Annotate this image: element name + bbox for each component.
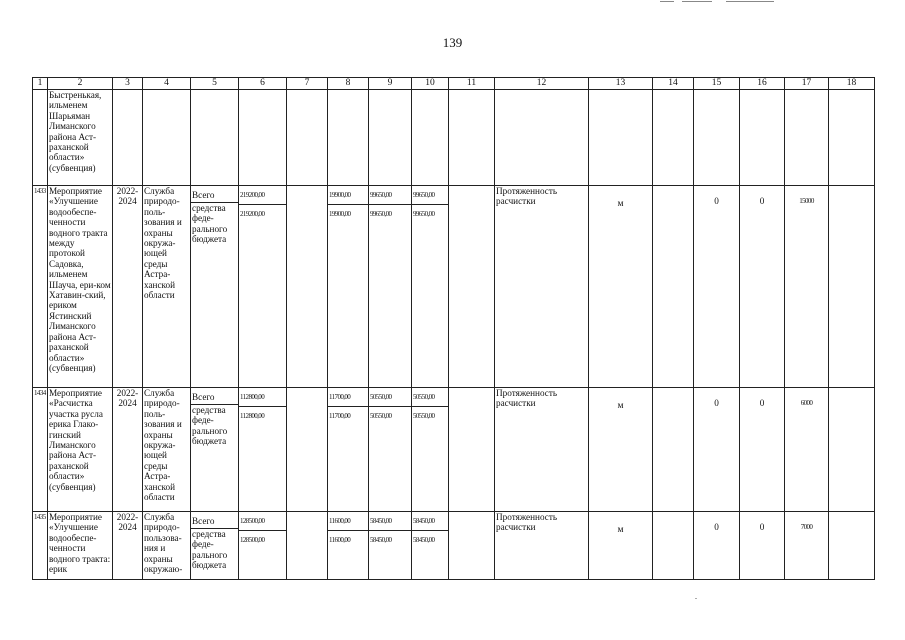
column-number: 6 xyxy=(239,78,287,90)
column-number: 15 xyxy=(694,78,740,90)
period xyxy=(113,90,143,186)
column-number: 8 xyxy=(328,78,369,90)
column-number: 3 xyxy=(113,78,143,90)
column-number: 13 xyxy=(589,78,653,90)
funding-source-total: Всего xyxy=(191,512,238,529)
col6-amount xyxy=(239,512,287,580)
col8-amount xyxy=(328,512,369,580)
activity-name: Мероприятие «Улучшение водообеспе-ченности водного тракта: ерик xyxy=(48,512,113,580)
col17-value: 15000 xyxy=(785,186,829,388)
col15-value xyxy=(694,90,740,186)
col9-amount-federal: 58450,00 xyxy=(370,536,392,544)
funding-source xyxy=(191,186,239,388)
funding-source xyxy=(191,512,239,580)
executor: Служба природо-поль-зования и охраны окружа-ющей среды Астра-ханской области xyxy=(143,388,191,512)
activity-name: Быстренькая, ильменем Шарьяман Лиманского района Аст-раханской области» (субвенция) xyxy=(48,90,113,186)
unit xyxy=(589,90,653,186)
col14 xyxy=(653,388,694,512)
col6-amount-federal: 112800,00 xyxy=(240,412,265,420)
executor: Служба природо-поль-зования и охраны окружа-ющей среды Астра-ханской области xyxy=(143,186,191,388)
unit: м xyxy=(589,512,653,580)
col6-amount-total: 112800,00 xyxy=(239,388,286,407)
col6-amount-total: 219200,00 xyxy=(239,186,286,205)
col9-amount xyxy=(369,90,412,186)
col14 xyxy=(653,512,694,580)
col16-value xyxy=(740,90,785,186)
col7-amount xyxy=(287,512,328,580)
col9-amount-total: 58450,00 xyxy=(369,512,411,531)
funding-source-federal: средства феде-рального бюджета xyxy=(192,529,228,571)
col7-amount xyxy=(287,90,328,186)
activity-name: Мероприятие «Улучшение водообеспе-ченности водного тракта между протокой Садовка, ильменем Шауча, ери-ком Хатавин-ский, ериком Ястинский Лиманского района Аст-раханской области» (субвенция) xyxy=(48,186,113,388)
executor xyxy=(143,90,191,186)
col11-amount xyxy=(449,388,495,512)
col15-value: 0 xyxy=(694,186,740,388)
executor: Служба природо-пользова-ния и охраны окружаю- xyxy=(143,512,191,580)
col8-amount xyxy=(328,388,369,512)
col10-amount xyxy=(412,512,449,580)
column-number: 12 xyxy=(495,78,589,90)
col10-amount-federal: 99650,00 xyxy=(413,210,435,218)
col7-amount xyxy=(287,388,328,512)
period: 2022-2024 xyxy=(113,388,143,512)
col6-amount xyxy=(239,388,287,512)
col18 xyxy=(829,90,875,186)
col11-amount xyxy=(449,186,495,388)
row-id: 1433 xyxy=(33,186,48,388)
indicator-name: Протяженность расчистки xyxy=(495,186,589,388)
column-number: 14 xyxy=(653,78,694,90)
col9-amount-federal: 99650,00 xyxy=(370,210,392,218)
col9-amount xyxy=(369,512,412,580)
col18 xyxy=(829,388,875,512)
col8-amount xyxy=(328,90,369,186)
col15-value: 0 xyxy=(694,512,740,580)
column-number: 10 xyxy=(412,78,449,90)
col17-value: 7000 xyxy=(785,512,829,580)
column-number: 5 xyxy=(191,78,239,90)
col10-amount xyxy=(412,186,449,388)
period: 2022-2024 xyxy=(113,186,143,388)
activity-name: Мероприятие «Расчистка участка русла ерика Глако-гинский Лиманского района Аст-раханской области» (субвенция) xyxy=(48,388,113,512)
col14 xyxy=(653,90,694,186)
column-number: 16 xyxy=(740,78,785,90)
col7-amount xyxy=(287,186,328,388)
column-number: 2 xyxy=(48,78,113,90)
col9-amount xyxy=(369,186,412,388)
column-number: 17 xyxy=(785,78,829,90)
col8-amount-total: 11600,00 xyxy=(328,512,368,531)
col17-value: 6000 xyxy=(785,388,829,512)
funding-source-total: Всего xyxy=(191,186,238,203)
header-decoration xyxy=(660,0,780,4)
program-table xyxy=(32,77,875,580)
funding-source xyxy=(191,90,239,186)
col6-amount xyxy=(239,90,287,186)
column-number: 9 xyxy=(369,78,412,90)
column-number-row xyxy=(33,78,875,90)
page-number: 139 xyxy=(442,35,463,50)
col16-value: 0 xyxy=(740,512,785,580)
funding-source xyxy=(191,388,239,512)
table-row xyxy=(33,90,875,186)
funding-source-total: Всего xyxy=(191,388,238,405)
column-number: 4 xyxy=(143,78,191,90)
col10-amount-federal: 50550,00 xyxy=(413,412,435,420)
col10-amount xyxy=(412,90,449,186)
funding-source-federal: средства феде-рального бюджета xyxy=(192,405,228,447)
column-number: 1 xyxy=(33,78,48,90)
col18 xyxy=(829,186,875,388)
unit: м xyxy=(589,388,653,512)
unit: м xyxy=(589,186,653,388)
col15-value: 0 xyxy=(694,388,740,512)
col6-amount-federal: 219200,00 xyxy=(240,210,265,218)
row-id xyxy=(33,90,48,186)
column-number: 11 xyxy=(449,78,495,90)
col16-value: 0 xyxy=(740,186,785,388)
column-number: 7 xyxy=(287,78,328,90)
col9-amount-total: 50550,00 xyxy=(369,388,411,407)
col9-amount-federal: 50550,00 xyxy=(370,412,392,420)
col18 xyxy=(829,512,875,580)
col8-amount-federal: 11600,00 xyxy=(329,536,351,544)
col16-value: 0 xyxy=(740,388,785,512)
row-id: 1434 xyxy=(33,388,48,512)
col9-amount-total: 99650,00 xyxy=(369,186,411,205)
table-row xyxy=(33,186,875,388)
col8-amount-federal: 11700,00 xyxy=(329,412,351,420)
col10-amount-total: 58450,00 xyxy=(412,512,448,531)
col17-value xyxy=(785,90,829,186)
col8-amount-total: 19900,00 xyxy=(328,186,368,205)
column-number: 18 xyxy=(829,78,875,90)
col9-amount xyxy=(369,388,412,512)
col10-amount-total: 99650,00 xyxy=(412,186,448,205)
col11-amount xyxy=(449,512,495,580)
col6-amount-total: 128500,00 xyxy=(239,512,286,531)
col6-amount xyxy=(239,186,287,388)
col10-amount-federal: 58450,00 xyxy=(413,536,435,544)
col8-amount xyxy=(328,186,369,388)
indicator-name: Протяженность расчистки xyxy=(495,388,589,512)
col14 xyxy=(653,186,694,388)
col6-amount-federal: 128500,00 xyxy=(240,536,265,544)
col10-amount xyxy=(412,388,449,512)
table-row xyxy=(33,512,875,580)
funding-source-federal: средства феде-рального бюджета xyxy=(192,203,228,245)
col8-amount-federal: 19900,00 xyxy=(329,210,351,218)
col10-amount-total: 50550,00 xyxy=(412,388,448,407)
col8-amount-total: 11700,00 xyxy=(328,388,368,407)
row-id: 1435 xyxy=(33,512,48,580)
table-row xyxy=(33,388,875,512)
period: 2022-2024 xyxy=(113,512,143,580)
col11-amount xyxy=(449,90,495,186)
indicator-name: Протяженность расчистки xyxy=(495,512,589,580)
scan-speck xyxy=(695,598,697,599)
indicator-name xyxy=(495,90,589,186)
